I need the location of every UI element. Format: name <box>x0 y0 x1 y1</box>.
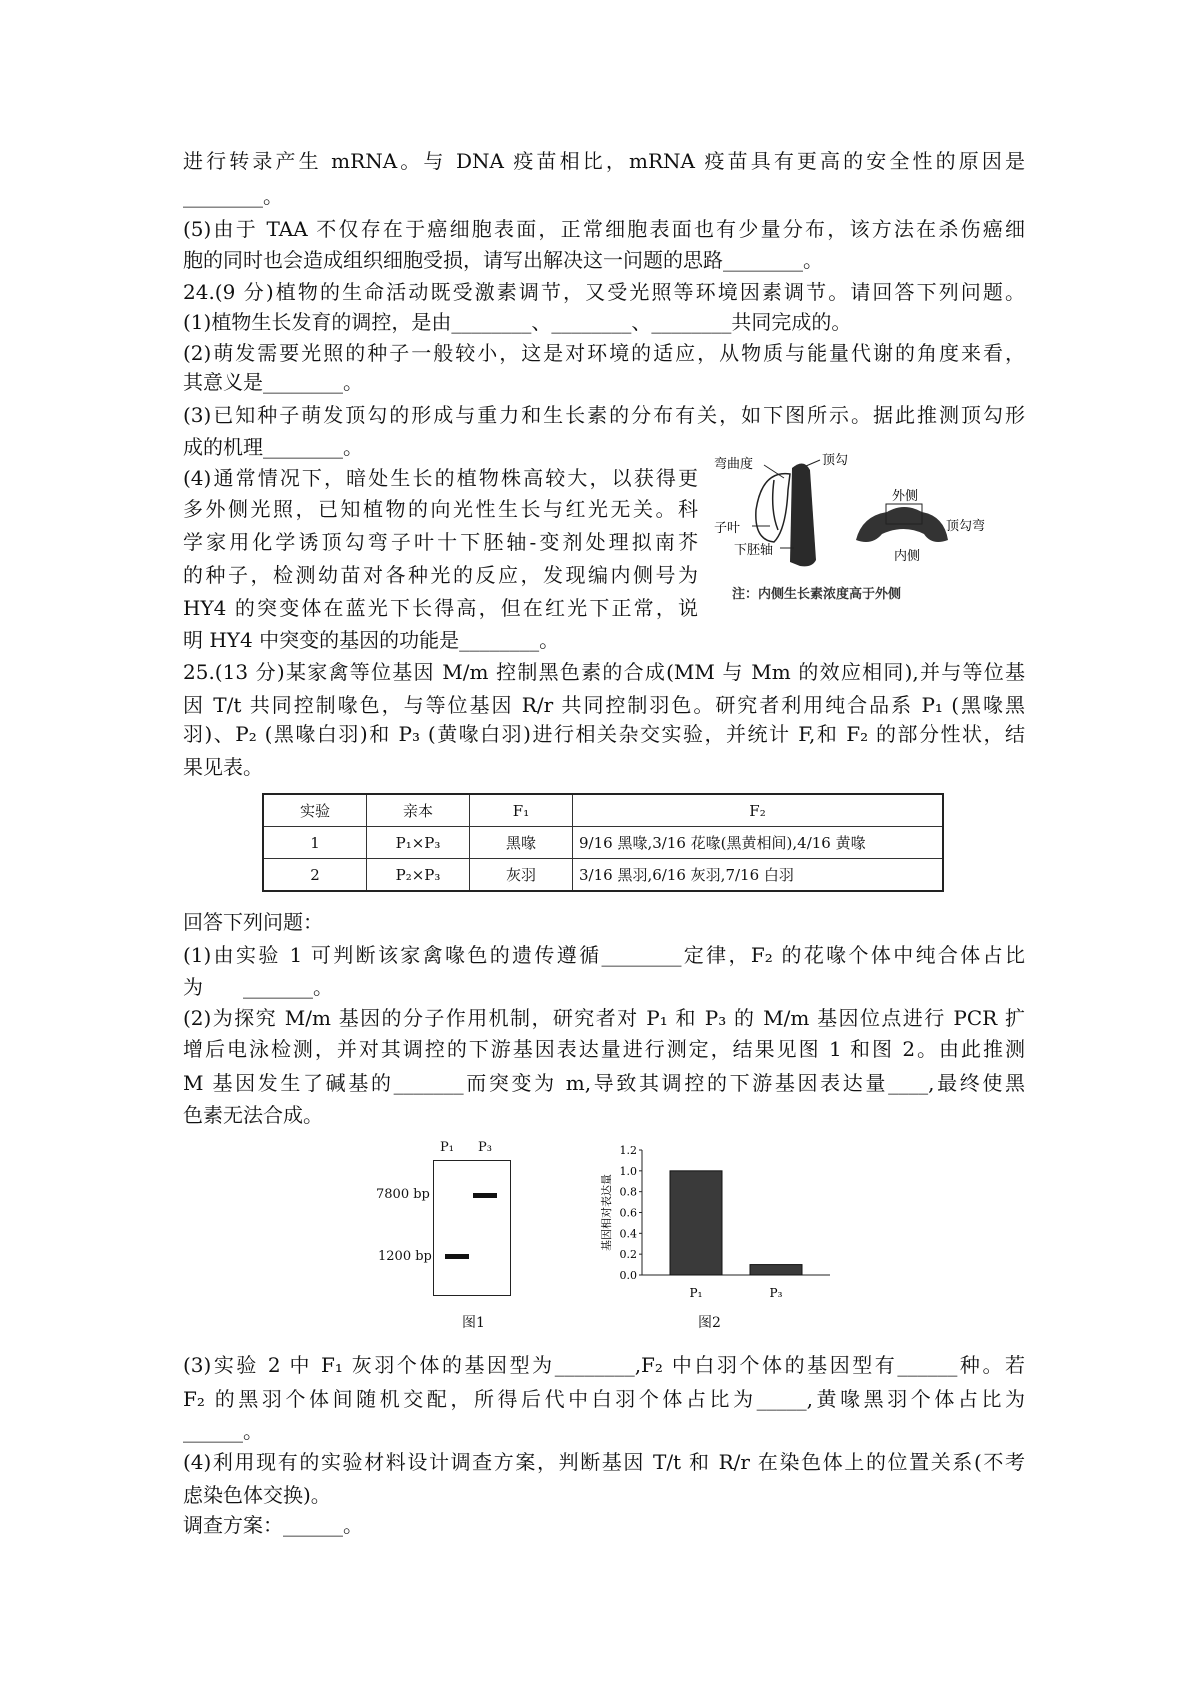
text-line: (3)已知种子萌发顶勾的形成与重力和生长素的分布有关，如下图所示。据此推测顶勾形 <box>183 403 1025 427</box>
text-line: 明 HY4 中突变的基因的功能是________。 <box>183 628 560 652</box>
y-tick-label: 0.4 <box>619 1227 637 1241</box>
text-line: ________。 <box>183 184 283 208</box>
table-header-row <box>263 794 943 827</box>
y-tick-label: 0.8 <box>619 1185 637 1199</box>
lane-label: P₁ <box>440 1140 454 1155</box>
text-line: (4)通常情况下，暗处生长的植物株高较大，以获得更 <box>183 466 698 490</box>
text-line: (5)由于 TAA 不仅存在于癌细胞表面，正常细胞表面也有少量分布，该方法在杀伤癌细 <box>183 217 1025 241</box>
y-tick-label: 0.6 <box>619 1206 637 1220</box>
text-line: HY4 的突变体在蓝光下长得高，但在红光下正常，说 <box>183 596 698 620</box>
y-tick-label: 0.2 <box>619 1248 637 1262</box>
text-line: 学家用化学诱顶勾弯子叶十下胚轴-变剂处理拟南芥 <box>183 530 698 554</box>
label-hook-bend: 顶勾弯 <box>946 519 986 534</box>
text-line: (4)利用现有的实验材料设计调查方案，判断基因 T/t 和 R/r 在染色体上的位置关系(不考 <box>183 1450 1025 1474</box>
text-line: 虑染色体交换)。 <box>183 1483 331 1507</box>
text-line: 多外侧光照，已知植物的向光性生长与红光无关。科 <box>183 497 698 521</box>
text-line: (3)实验 2 中 F₁ 灰羽个体的基因型为________,F₂ 中白羽个体的基因型有______种。若 <box>183 1353 1025 1377</box>
cell: 黑喙 <box>470 827 573 859</box>
y-tick-label: 1.0 <box>619 1164 637 1178</box>
text-line: 回答下列问题： <box>183 910 323 934</box>
figure-note: 注：内侧生长素浓度高于外侧 <box>732 587 902 602</box>
cell: 1 <box>263 827 367 859</box>
label-outer: 外侧 <box>892 489 919 504</box>
band-p1 <box>445 1254 469 1259</box>
text-line: 果见表。 <box>183 755 263 779</box>
label-hypocotyl: 下胚轴 <box>734 543 774 558</box>
y-tick-label: 0.0 <box>619 1269 637 1282</box>
marker-label: 7800 bp <box>376 1187 430 1202</box>
header-cell: F₂ <box>573 794 944 827</box>
text-line: 成的机理________。 <box>183 435 363 459</box>
header-cell: F₁ <box>470 794 573 827</box>
text-line: 25.(13 分)某家禽等位基因 M/m 控制黑色素的合成(MM 与 Mm 的效应相同),并与等位基 <box>183 660 1025 684</box>
text-line: (1)植物生长发育的调控，是由________、________、________共同完成的。 <box>183 310 852 334</box>
expression-bar-chart <box>590 1140 850 1305</box>
text-line: 增后电泳检测，并对其调控的下游基因表达量进行测定，结果见图 1 和图 2。由此推测 <box>183 1037 1025 1061</box>
figure1-caption: 图1 <box>462 1315 485 1331</box>
figure2-caption: 图2 <box>698 1315 721 1331</box>
text-line: 调查方案：______。 <box>183 1513 363 1537</box>
lane-label: P₃ <box>478 1140 492 1155</box>
marker-label: 1200 bp <box>378 1249 432 1264</box>
y-tick-label: 1.2 <box>619 1144 637 1157</box>
x-tick-label: P₃ <box>769 1286 783 1300</box>
text-line: (2)为探究 M/m 基因的分子作用机制，研究者对 P₁ 和 P₃ 的 M/m 基因位点进行 PCR 扩 <box>183 1006 1025 1030</box>
text-line: 因 T/t 共同控制喙色，与等位基因 R/r 共同控制羽色。研究者利用纯合品系 P₁ (黑喙黑 <box>183 693 1025 717</box>
table-row <box>263 859 943 892</box>
text-line: (1)由实验 1 可判断该家禽喙色的遗传遵循________定律，F₂ 的花喙个体中纯合体占比 <box>183 943 1025 967</box>
bar-0 <box>670 1171 722 1275</box>
cell: P₂×P₃ <box>367 859 470 892</box>
header-cell: 实验 <box>263 794 367 827</box>
hypocotyl-shape <box>790 463 816 566</box>
text-line: ______。 <box>183 1419 263 1443</box>
cell: P₁×P₃ <box>367 827 470 859</box>
table-row <box>263 827 943 859</box>
header-cell: 亲本 <box>367 794 470 827</box>
label-inner: 内侧 <box>894 549 921 564</box>
label-hook: 顶勾 <box>822 453 849 468</box>
band-p3 <box>473 1193 497 1198</box>
text-line: 胞的同时也会造成组织细胞受损，请写出解决这一问题的思路________。 <box>183 248 823 272</box>
label-cotyledon: 子叶 <box>714 521 741 536</box>
bar-1 <box>750 1265 802 1275</box>
text-line: 色素无法合成。 <box>183 1103 323 1127</box>
cell: 2 <box>263 859 367 892</box>
cell: 3/16 黑羽,6/16 灰羽,7/16 白羽 <box>573 859 944 892</box>
x-tick-label: P₁ <box>689 1286 703 1300</box>
text-line: 的种子，检测幼苗对各种光的反应，发现编内侧号为 <box>183 563 698 587</box>
text-line: F₂ 的黑羽个体间随机交配，所得后代中白羽个体占比为_____,黄喙黑羽个体占比为 <box>183 1387 1025 1411</box>
cell: 9/16 黑喙,3/16 花喙(黑黄相间),4/16 黄喙 <box>573 827 944 859</box>
label-bend: 弯曲度 <box>714 457 754 472</box>
text-line: 进行转录产生 mRNA。与 DNA 疫苗相比，mRNA 疫苗具有更高的安全性的原因是 <box>183 149 1025 173</box>
cell: 灰羽 <box>470 859 573 892</box>
text-line: 为 _______。 <box>183 975 333 999</box>
cross-results-table <box>262 793 944 892</box>
text-line: M 基因发生了碱基的_______而突变为 m,导致其调控的下游基因表达量____,最终使黑 <box>183 1071 1025 1095</box>
gel-box <box>433 1160 511 1296</box>
text-line: 24.(9 分)植物的生命活动既受激素调节，又受光照等环境因素调节。请回答下列问题。 <box>183 280 1025 304</box>
y-axis-label: 基因相对表达量 <box>600 1174 613 1251</box>
text-line: (2)萌发需要光照的种子一般较小，这是对环境的适应，从物质与能量代谢的角度来看， <box>183 341 1025 365</box>
text-line: 其意义是________。 <box>183 370 363 394</box>
text-line: 羽)、P₂ (黑喙白羽)和 P₃ (黄喙白羽)进行相关杂交实验，并统计 F,和 F₂ 的部分性状，结 <box>183 722 1025 746</box>
apical-hook-figure <box>712 450 1022 620</box>
